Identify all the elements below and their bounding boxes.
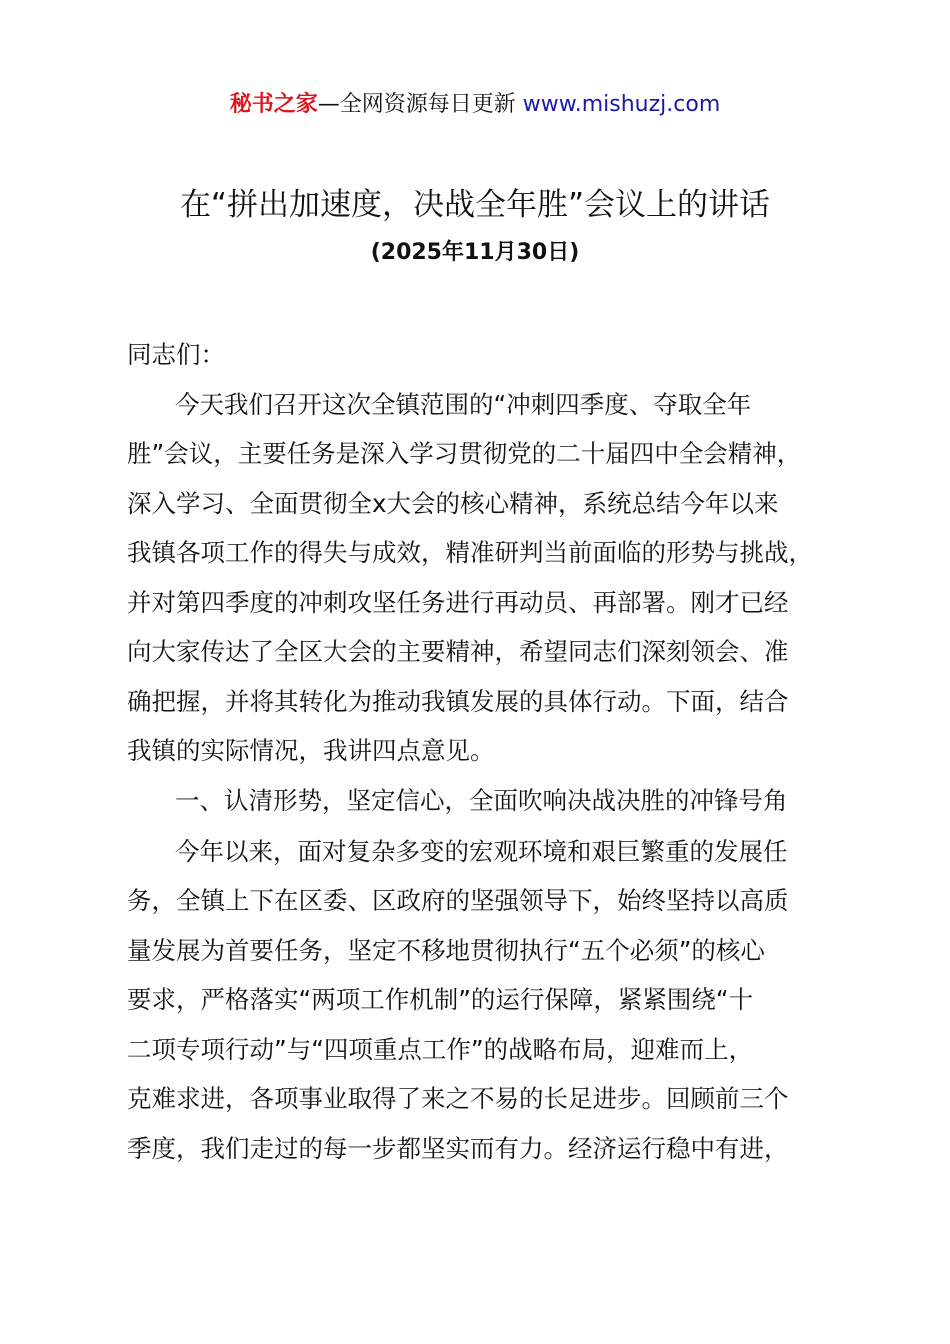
section-heading: 一、认清形势，坚定信心，全面吹响决战决胜的冲锋号角: [175, 786, 788, 815]
body-line: 务，全镇上下在区委、区政府的坚强领导下，始终坚持以高质: [127, 886, 789, 915]
body-line: 今年以来，面对复杂多变的宏观环境和艰巨繁重的发展任: [175, 837, 788, 866]
body-line: 量发展为首要任务，坚定不移地贯彻执行“五个必须”的核心: [127, 936, 765, 965]
body-line: 今天我们召开这次全镇范围的“冲刺四季度、夺取全年: [175, 390, 752, 419]
body-line: 克难求进，各项事业取得了来之不易的长足进步。回顾前三个: [127, 1084, 789, 1113]
body-line: 要求，严格落实“两项工作机制”的运行保障，紧紧围绕“十: [127, 985, 754, 1014]
body-line: 深入学习、全面贯彻全x大会的核心精神，系统总结今年以来: [127, 489, 779, 518]
body-line: 胜”会议，主要任务是深入学习贯彻党的二十届四中全会精神，: [127, 439, 802, 468]
body-line: 并对第四季度的冲刺攻坚任务进行再动员、再部署。刚才已经: [127, 588, 789, 617]
body-line: 我镇各项工作的得失与成效，精准研判当前面临的形势与挑战，: [127, 538, 813, 567]
body-line: 季度，我们走过的每一步都坚实而有力。经济运行稳中有进，: [127, 1134, 789, 1163]
body-line: 确把握，并将其转化为推动我镇发展的具体行动。下面，结合: [127, 687, 789, 716]
salutation: 同志们：: [127, 340, 225, 369]
site-url[interactable]: www.mishuzj.com: [522, 92, 721, 117]
document-date: (2025年11月30日): [370, 240, 580, 265]
document-title: 在“拼出加速度，决战全年胜”会议上的讲话: [179, 187, 771, 223]
site-header: [0, 88, 950, 122]
body-line: 向大家传达了全区大会的主要精神，希望同志们深刻领会、准: [127, 637, 789, 666]
body-line: 二项专项行动”与“四项重点工作”的战略布局，迎难而上，: [127, 1035, 754, 1064]
brand-name: 秘书之家: [229, 92, 318, 117]
body-line: 我镇的实际情况，我讲四点意见。: [127, 736, 495, 765]
header-tagline: —全网资源每日更新: [317, 92, 523, 117]
